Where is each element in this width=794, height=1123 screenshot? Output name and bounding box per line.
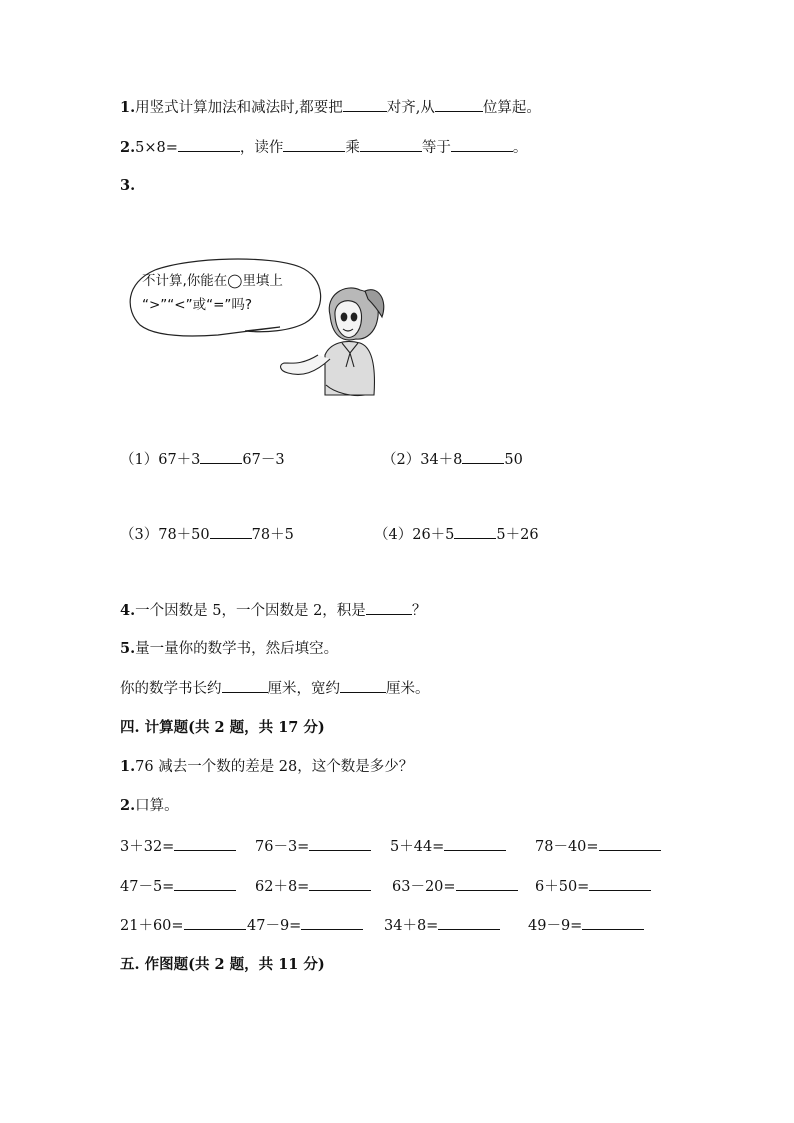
question-text: 76 减去一个数的差是 28，这个数是多少？ xyxy=(135,759,414,775)
question-expression: 5×8= xyxy=(135,140,178,156)
arith-expression: 63－20= xyxy=(392,879,456,895)
arith-item xyxy=(535,836,661,857)
arith-expression: 49－9= xyxy=(528,918,583,934)
question-text: 对齐,从 xyxy=(386,100,435,116)
arith-item xyxy=(255,836,371,857)
compare-item-2 xyxy=(382,449,523,470)
question-5 xyxy=(120,639,338,659)
question-text: 口算。 xyxy=(135,798,179,814)
answer-blank[interactable] xyxy=(438,915,500,930)
arith-item xyxy=(392,876,518,897)
arith-item xyxy=(120,876,236,897)
question-number: 2. xyxy=(120,139,136,156)
answer-blank[interactable] xyxy=(210,524,252,539)
arith-expression: 21＋60= xyxy=(120,918,184,934)
arith-expression: 5＋44= xyxy=(390,839,445,855)
arith-expression: 3＋32= xyxy=(120,839,175,855)
bubble-line-1: 不计算,你能在◯里填上 xyxy=(142,273,283,289)
arith-item xyxy=(384,915,500,936)
question-number: 2. xyxy=(120,797,136,814)
answer-blank[interactable] xyxy=(309,876,371,891)
arith-item xyxy=(528,915,644,936)
answer-blank[interactable] xyxy=(174,836,236,851)
compare-left: （2）34＋8 xyxy=(382,452,463,468)
compare-item-3 xyxy=(120,524,294,545)
question-1 xyxy=(120,97,541,118)
bubble-line-2: “>”“<”或“=”吗? xyxy=(142,297,253,313)
girl-figure xyxy=(281,288,384,396)
question-number: 3. xyxy=(120,177,136,194)
question-text: 。 xyxy=(512,140,528,156)
answer-blank[interactable] xyxy=(599,836,661,851)
question-4 xyxy=(120,600,426,621)
arith-item xyxy=(247,915,363,936)
question-2 xyxy=(120,137,527,158)
question-text: 位算起。 xyxy=(482,100,541,116)
question-text: 量一量你的数学书，然后填空。 xyxy=(135,641,339,657)
answer-blank[interactable] xyxy=(301,915,363,930)
arith-expression: 76－3= xyxy=(255,839,310,855)
section-4-title: 四. 计算题(共 2 题，共 17 分) xyxy=(120,719,325,736)
answer-blank[interactable] xyxy=(454,524,496,539)
answer-blank[interactable] xyxy=(435,97,483,112)
section-5-title: 五. 作图题(共 2 题，共 11 分) xyxy=(120,956,325,973)
arith-expression: 62＋8= xyxy=(255,879,310,895)
answer-blank[interactable] xyxy=(360,137,422,152)
answer-blank[interactable] xyxy=(582,915,644,930)
question-text: 用竖式计算加法和减法时,都要把 xyxy=(135,100,343,116)
arith-item xyxy=(255,876,371,897)
question-5-fill xyxy=(120,678,430,699)
arith-item xyxy=(120,836,236,857)
question-text: 等于 xyxy=(421,140,451,156)
compare-item-4 xyxy=(374,524,539,545)
answer-blank[interactable] xyxy=(184,915,246,930)
answer-blank[interactable] xyxy=(366,600,412,615)
compare-right: 67－3 xyxy=(242,452,285,468)
answer-blank[interactable] xyxy=(174,876,236,891)
question-text: 乘 xyxy=(345,140,360,156)
question-text: 一个因数是 5，一个因数是 2，积是 xyxy=(135,603,366,619)
question-number: 1. xyxy=(120,99,136,116)
question-3 xyxy=(120,176,135,196)
answer-blank[interactable] xyxy=(343,97,387,112)
answer-blank[interactable] xyxy=(456,876,518,891)
arith-expression: 47－9= xyxy=(247,918,302,934)
answer-blank[interactable] xyxy=(589,876,651,891)
question-number: 5. xyxy=(120,640,136,657)
question-number: 1. xyxy=(120,758,136,775)
answer-blank[interactable] xyxy=(462,449,504,464)
girl-speech-illustration xyxy=(120,255,390,415)
answer-blank[interactable] xyxy=(283,137,345,152)
question-text: 厘米，宽约 xyxy=(267,681,340,697)
arith-expression: 78－40= xyxy=(535,839,599,855)
question-text: ？ xyxy=(411,603,427,619)
arith-item xyxy=(390,836,506,857)
question-text: ，读作 xyxy=(239,140,284,156)
answer-blank[interactable] xyxy=(178,137,240,152)
arith-expression: 6＋50= xyxy=(535,879,590,895)
compare-right: 5＋26 xyxy=(496,527,539,543)
question-number: 4. xyxy=(120,602,136,619)
question-text: 厘米。 xyxy=(386,681,430,697)
arith-expression: 47－5= xyxy=(120,879,175,895)
compare-item-1 xyxy=(120,449,285,470)
compare-left: （1）67＋3 xyxy=(120,452,201,468)
section-4-question-1 xyxy=(120,757,413,777)
answer-blank[interactable] xyxy=(200,449,242,464)
compare-left: （4）26＋5 xyxy=(374,527,455,543)
question-text: 你的数学书长约 xyxy=(120,681,222,697)
answer-blank[interactable] xyxy=(451,137,513,152)
compare-right: 78＋5 xyxy=(251,527,294,543)
compare-right: 50 xyxy=(504,452,523,468)
compare-left: （3）78＋50 xyxy=(120,527,210,543)
arith-item xyxy=(535,876,651,897)
arith-expression: 34＋8= xyxy=(384,918,439,934)
answer-blank[interactable] xyxy=(444,836,506,851)
answer-blank[interactable] xyxy=(309,836,371,851)
answer-blank[interactable] xyxy=(222,678,268,693)
section-4-question-2 xyxy=(120,796,179,816)
arith-item xyxy=(120,915,246,936)
girl-speech-svg xyxy=(120,255,390,415)
answer-blank[interactable] xyxy=(340,678,386,693)
